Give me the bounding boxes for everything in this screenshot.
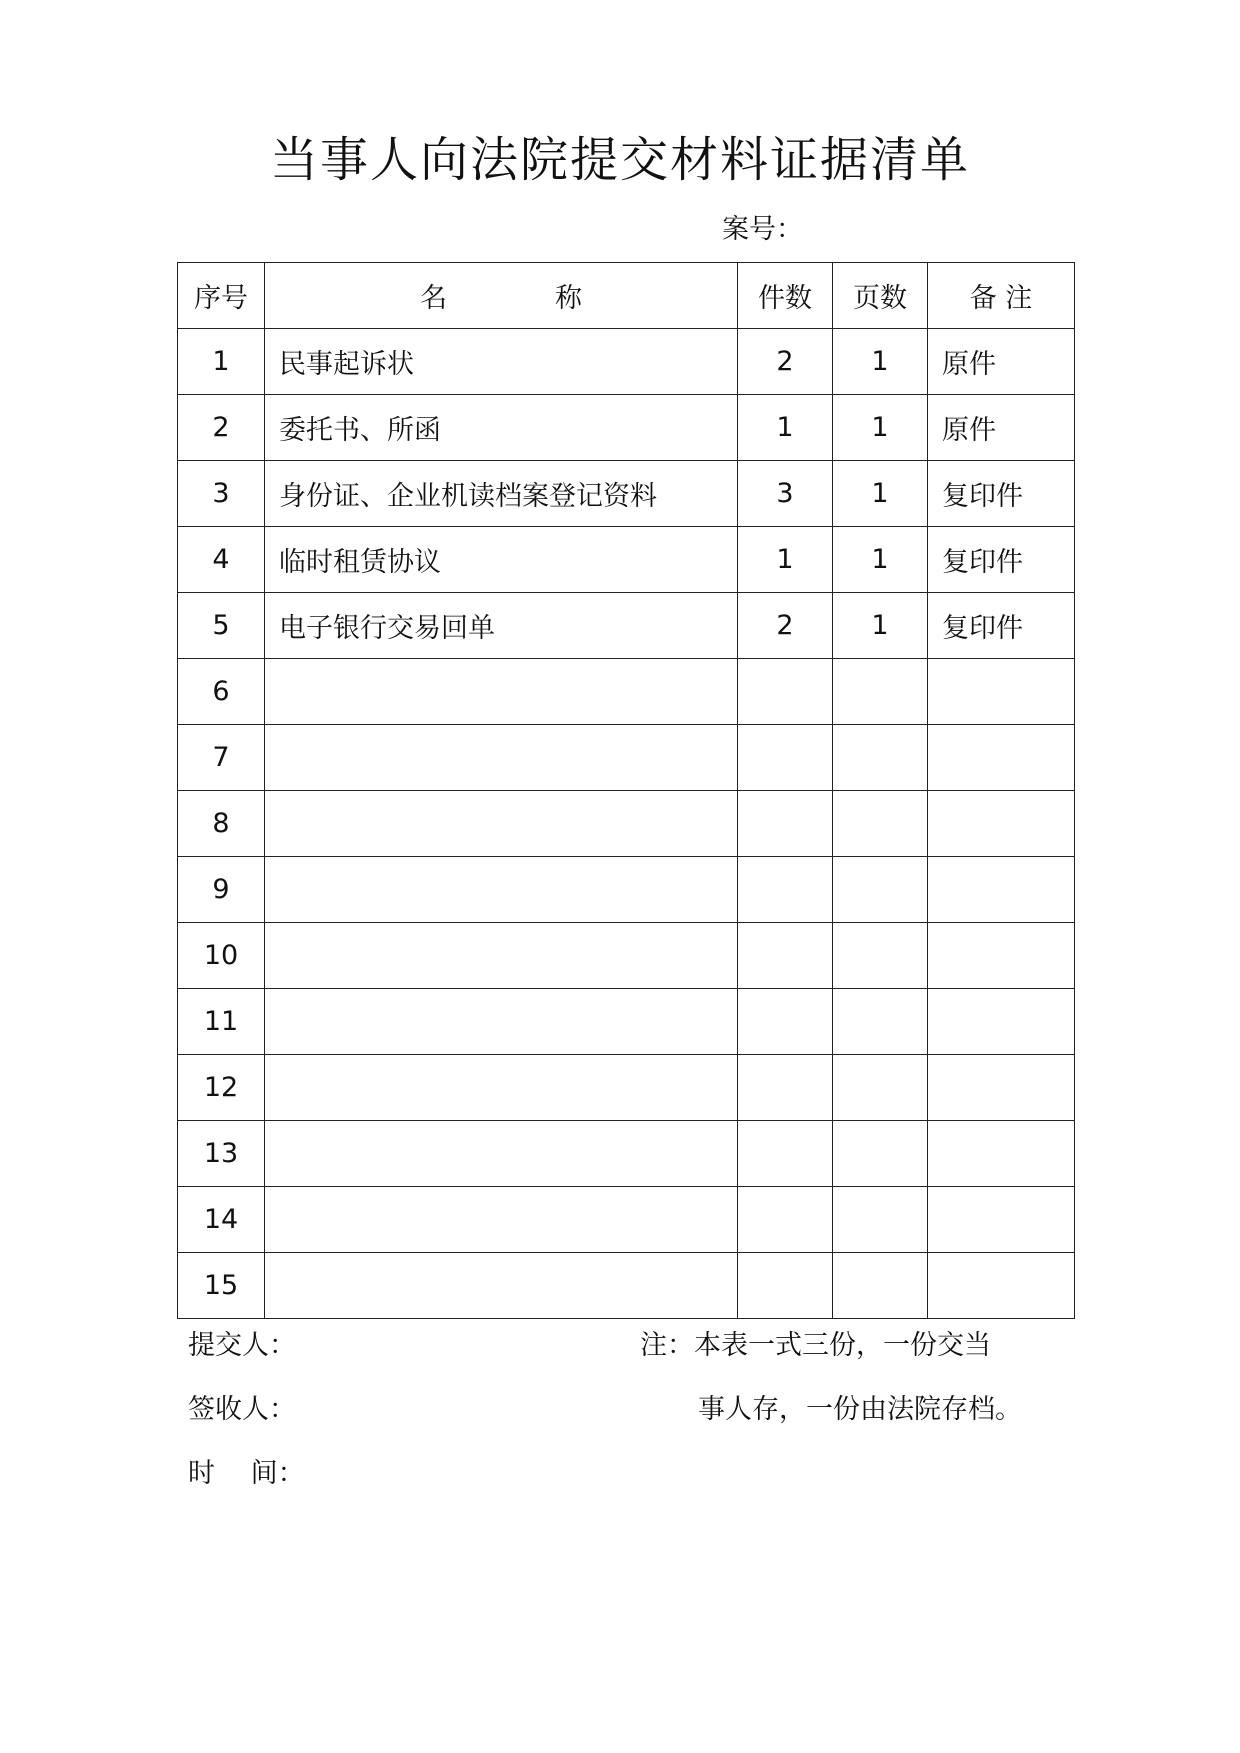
row-count: 2 — [738, 329, 833, 395]
row-name: 身份证、企业机读档案登记资料 — [265, 461, 738, 527]
row-note — [928, 1055, 1075, 1121]
table-row — [178, 1253, 1075, 1319]
table-row — [178, 527, 1075, 593]
row-no: 5 — [178, 593, 265, 659]
row-note — [928, 923, 1075, 989]
row-pages — [833, 791, 928, 857]
note-line-2: 事人存，一份由法院存档。 — [698, 1394, 1022, 1425]
row-note — [928, 989, 1075, 1055]
row-no: 10 — [178, 923, 265, 989]
row-name — [265, 857, 738, 923]
table-row — [178, 1121, 1075, 1187]
note-line-1: 注：本表一式三份，一份交当 — [640, 1330, 991, 1361]
row-no: 13 — [178, 1121, 265, 1187]
row-note: 复印件 — [928, 593, 1075, 659]
row-no: 9 — [178, 857, 265, 923]
row-no: 3 — [178, 461, 265, 527]
row-pages — [833, 1121, 928, 1187]
row-note — [928, 725, 1075, 791]
row-name — [265, 791, 738, 857]
row-note — [928, 857, 1075, 923]
row-count — [738, 923, 833, 989]
row-pages — [833, 659, 928, 725]
row-no: 11 — [178, 989, 265, 1055]
row-name: 委托书、所函 — [265, 395, 738, 461]
row-name: 民事起诉状 — [265, 329, 738, 395]
row-no: 2 — [178, 395, 265, 461]
row-name — [265, 1187, 738, 1253]
row-name — [265, 1253, 738, 1319]
header-note: 备 注 — [928, 263, 1075, 329]
row-no: 12 — [178, 1055, 265, 1121]
row-pages — [833, 989, 928, 1055]
table-row — [178, 593, 1075, 659]
row-note — [928, 659, 1075, 725]
header-count: 件数 — [738, 263, 833, 329]
row-no: 14 — [178, 1187, 265, 1253]
row-name: 临时租赁协议 — [265, 527, 738, 593]
row-pages: 1 — [833, 395, 928, 461]
row-count — [738, 1055, 833, 1121]
row-count — [738, 989, 833, 1055]
table-row — [178, 329, 1075, 395]
table-row — [178, 659, 1075, 725]
row-name — [265, 725, 738, 791]
row-no: 15 — [178, 1253, 265, 1319]
table-row — [178, 395, 1075, 461]
table-row — [178, 725, 1075, 791]
submitter-label: 提交人： — [188, 1330, 296, 1361]
row-no: 6 — [178, 659, 265, 725]
row-count — [738, 1253, 833, 1319]
row-no: 4 — [178, 527, 265, 593]
row-note — [928, 1187, 1075, 1253]
row-count — [738, 1187, 833, 1253]
table-row — [178, 857, 1075, 923]
table-row — [178, 461, 1075, 527]
time-label: 时 间： — [188, 1458, 305, 1489]
row-pages: 1 — [833, 527, 928, 593]
row-name — [265, 989, 738, 1055]
row-count — [738, 857, 833, 923]
row-pages — [833, 923, 928, 989]
table-row — [178, 1055, 1075, 1121]
row-pages: 1 — [833, 593, 928, 659]
row-note: 原件 — [928, 329, 1075, 395]
row-name — [265, 659, 738, 725]
row-name — [265, 1055, 738, 1121]
row-note — [928, 791, 1075, 857]
row-count: 1 — [738, 527, 833, 593]
row-no: 7 — [178, 725, 265, 791]
row-count — [738, 1121, 833, 1187]
row-count — [738, 791, 833, 857]
row-name — [265, 923, 738, 989]
row-pages: 1 — [833, 461, 928, 527]
row-note: 原件 — [928, 395, 1075, 461]
row-pages — [833, 1187, 928, 1253]
row-name — [265, 1121, 738, 1187]
row-no: 8 — [178, 791, 265, 857]
row-note: 复印件 — [928, 527, 1075, 593]
header-no: 序号 — [178, 263, 265, 329]
header-name: 名 称 — [265, 263, 738, 329]
row-pages: 1 — [833, 329, 928, 395]
row-pages — [833, 1253, 928, 1319]
table-row — [178, 989, 1075, 1055]
page-title: 当事人向法院提交材料证据清单 — [269, 132, 970, 188]
evidence-table — [177, 262, 1075, 1319]
row-note: 复印件 — [928, 461, 1075, 527]
row-count: 3 — [738, 461, 833, 527]
table-row — [178, 1187, 1075, 1253]
table-header-row — [178, 263, 1075, 329]
table-row — [178, 791, 1075, 857]
row-pages — [833, 1055, 928, 1121]
table-row — [178, 923, 1075, 989]
receiver-label: 签收人： — [188, 1394, 296, 1425]
row-pages — [833, 725, 928, 791]
header-pages: 页数 — [833, 263, 928, 329]
case-number-label: 案号： — [722, 214, 803, 245]
row-note — [928, 1121, 1075, 1187]
row-note — [928, 1253, 1075, 1319]
row-no: 1 — [178, 329, 265, 395]
row-count — [738, 659, 833, 725]
row-name: 电子银行交易回单 — [265, 593, 738, 659]
row-pages — [833, 857, 928, 923]
row-count: 2 — [738, 593, 833, 659]
row-count: 1 — [738, 395, 833, 461]
row-count — [738, 725, 833, 791]
